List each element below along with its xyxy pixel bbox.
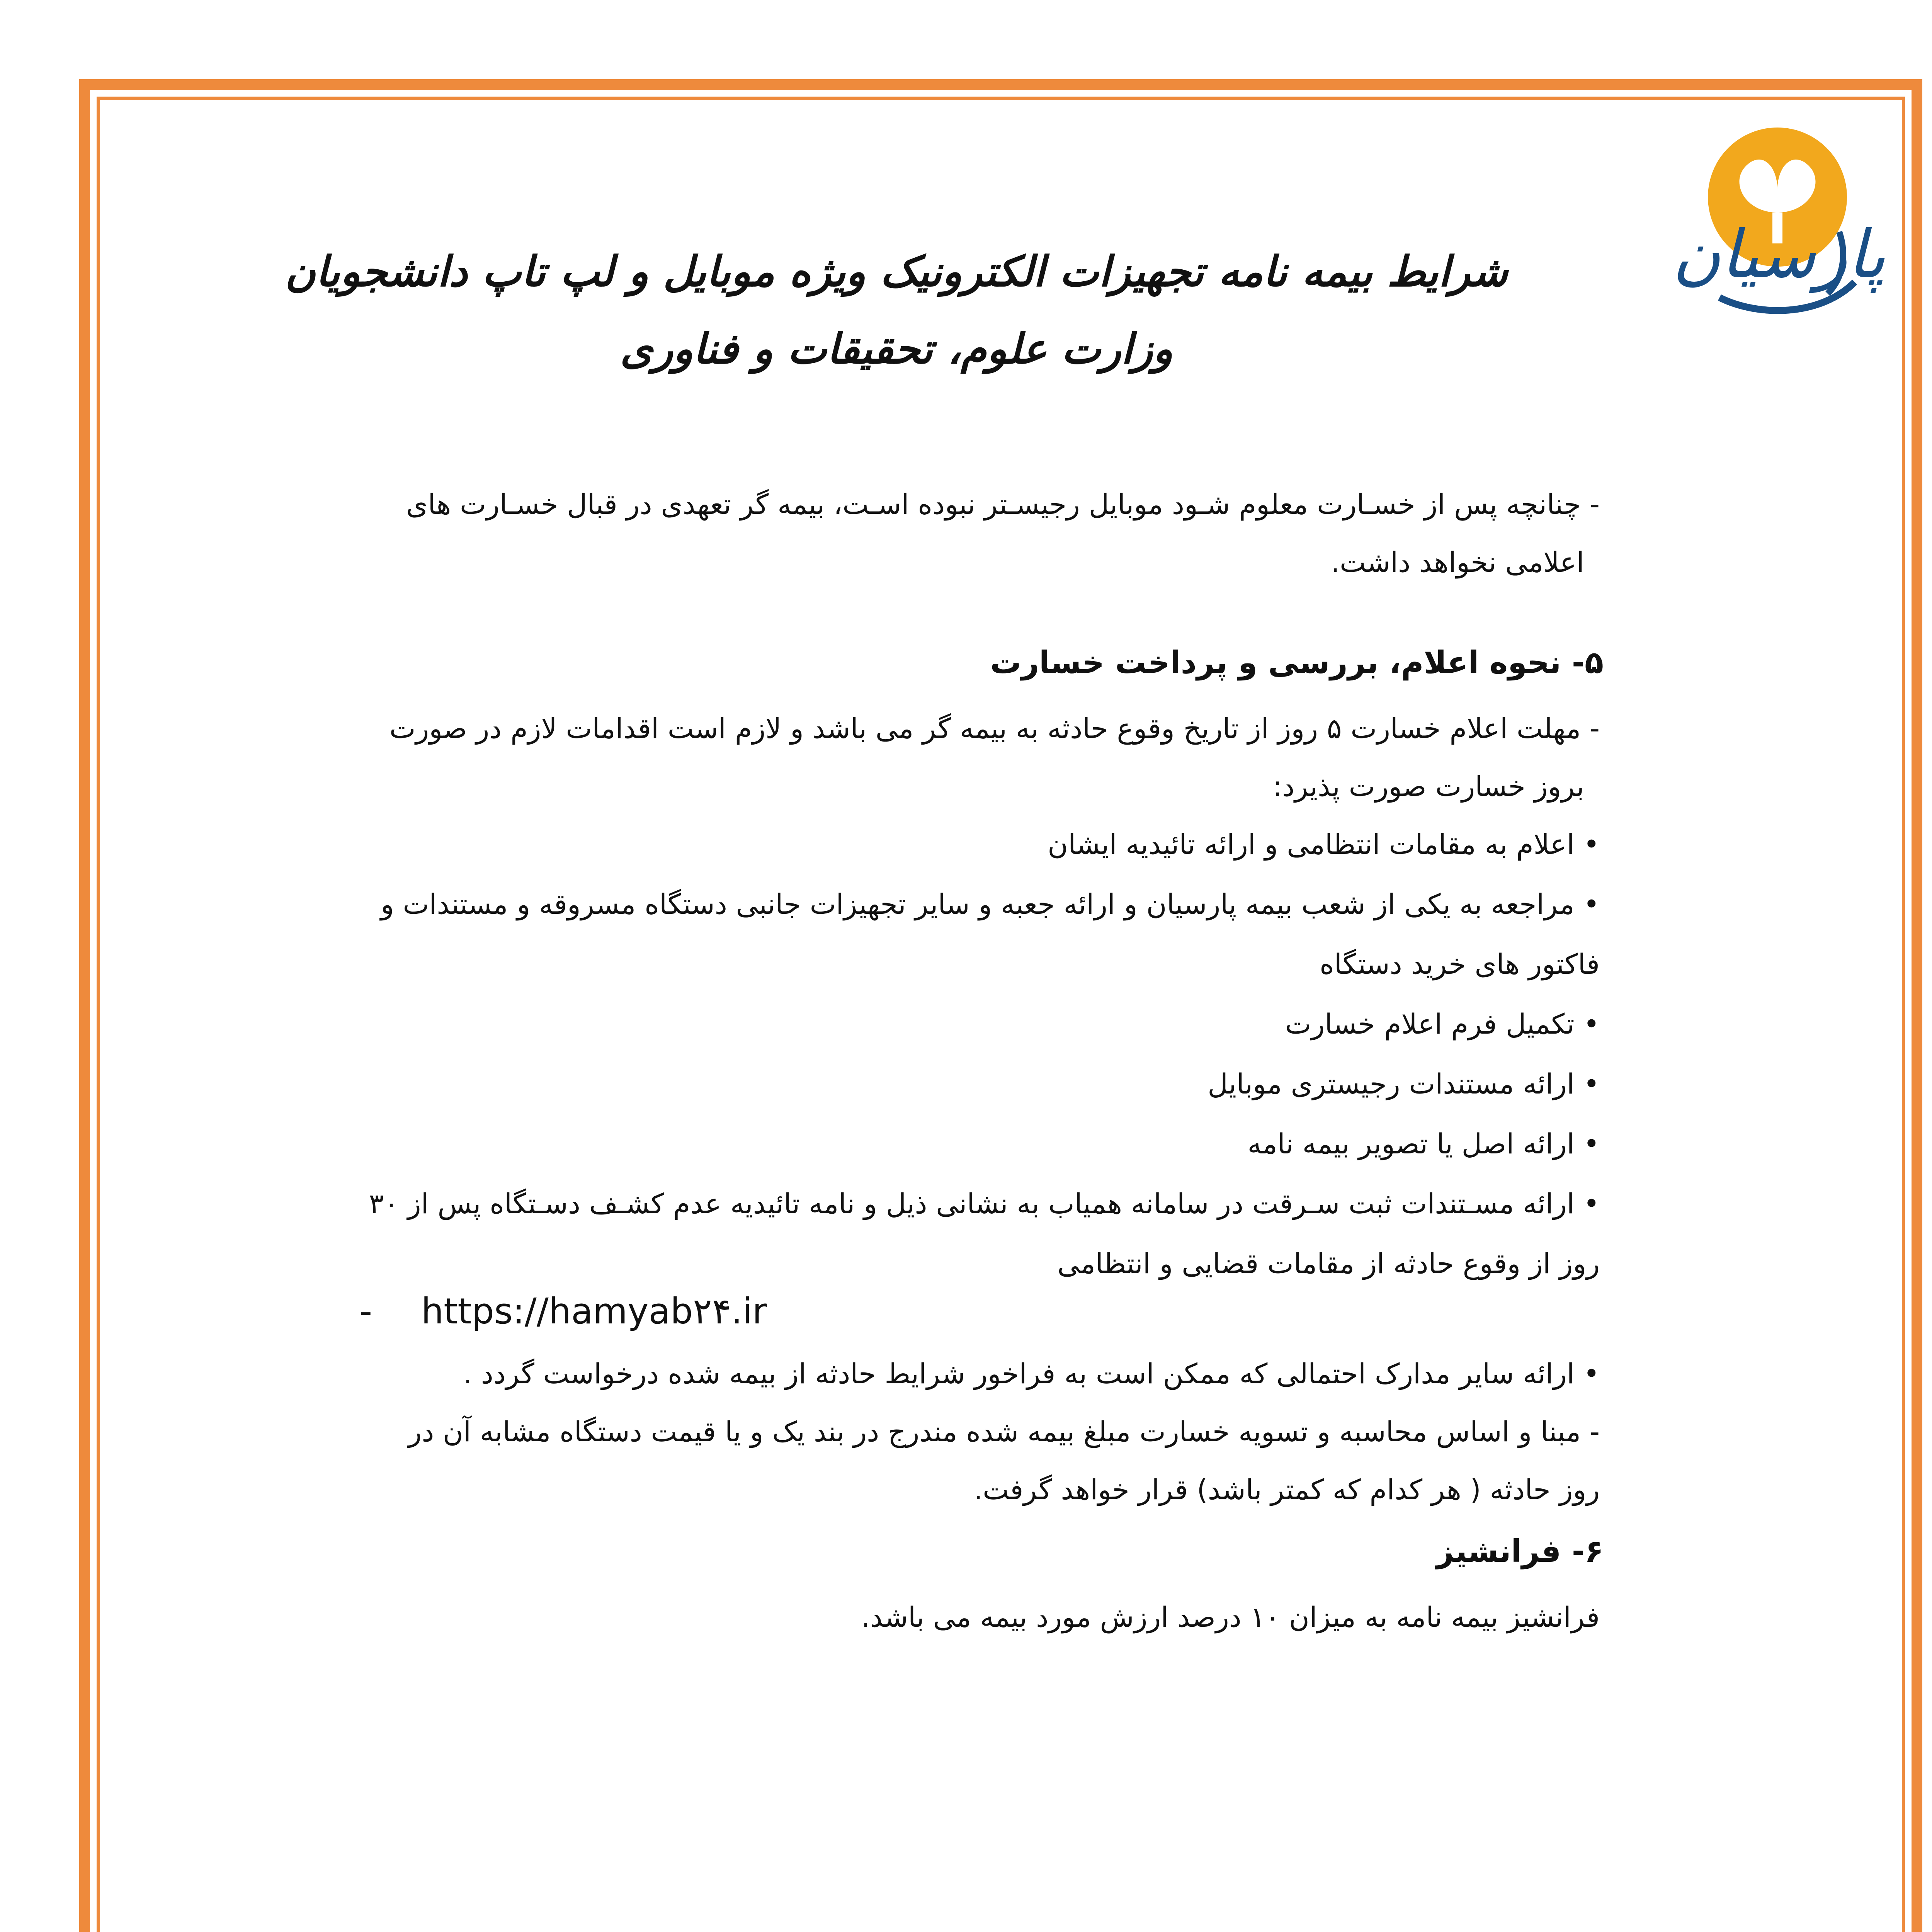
bullet-theft-docs-cont: روز از وقوع حادثه از مقامات قضایی و انتظامی [1057, 1247, 1600, 1280]
bullet-other-docs: • ارائه سایر مدارک احتمالی که ممکن است به فراخور شرایط حادثه از بیمه شده درخواست گردد . [463, 1357, 1600, 1390]
page-title: شرایط بیمه نامه تجهیزات الکترونیک ویژه موبایل و لپ تاپ دانشجویان [285, 247, 1508, 296]
intro-line-2: اعلامی نخواهد داشت. [1331, 546, 1584, 578]
url-dash: - [359, 1291, 372, 1332]
deadline-line-1: - مهلت اعلام خسارت ۵ روز از تاریخ وقوع حادثه به بیمه گر می باشد و لازم است اقدامات لازم در صورت [389, 712, 1600, 745]
bullet-claim-form: • تکمیل فرم اعلام خسارت [1285, 1008, 1600, 1040]
intro-line-1: - چنانچه پس از خسـارت معلوم شـود موبایل رجیسـتر نبوده اسـت، بیمه گر تعهدی در قبال خسـارت های [406, 488, 1600, 520]
bullet-branch-visit: • مراجعه به یکی از شعب بیمه پارسیان و ارائه جعبه و سایر تجهیزات جانبی دستگاه مسروقه و مستندات و [381, 888, 1600, 920]
section-6-heading: ۶- فرانشیز [1436, 1533, 1604, 1569]
deductible-text: فرانشیز بیمه نامه به میزان ۱۰ درصد ارزش مورد بیمه می باشد. [861, 1601, 1600, 1633]
bullet-police-report: • اعلام به مقامات انتظامی و ارائه تائیدیه ایشان [1048, 828, 1600, 861]
deadline-line-2: بروز خسارت صورت پذیرد: [1273, 770, 1584, 803]
bullet-branch-visit-cont: فاکتور های خرید دستگاه [1320, 948, 1600, 980]
section-5-heading: ۵- نحوه اعلام، بررسی و پرداخت خسارت [990, 645, 1604, 680]
bullet-policy-copy: • ارائه اصل یا تصویر بیمه نامه [1247, 1128, 1600, 1160]
bullet-theft-docs: • ارائه مسـتندات ثبت سـرقت در سامانه همیاب به نشانی ذیل و نامه تائیدیه عدم کشـف دسـتگاه پس از ۳۰ [369, 1187, 1600, 1220]
logo-wordmark: پارسیان [1672, 216, 1886, 293]
basis-line-1: - مبنا و اساس محاسبه و تسویه خسارت مبلغ بیمه شده مندرج در بند یک و یا قیمت دستگاه مشابه آن در [408, 1415, 1600, 1448]
bullet-registry-docs: • ارائه مستندات رجیستری موبایل [1208, 1068, 1600, 1100]
basis-line-2: روز حادثه ( هر کدام که کمتر باشد) قرار خواهد گرفت. [974, 1473, 1600, 1506]
hamyab-link[interactable]: https://hamyab۲۴.ir [421, 1291, 767, 1332]
page-subtitle: وزارت علوم، تحقیقات و فناوری [620, 325, 1173, 373]
